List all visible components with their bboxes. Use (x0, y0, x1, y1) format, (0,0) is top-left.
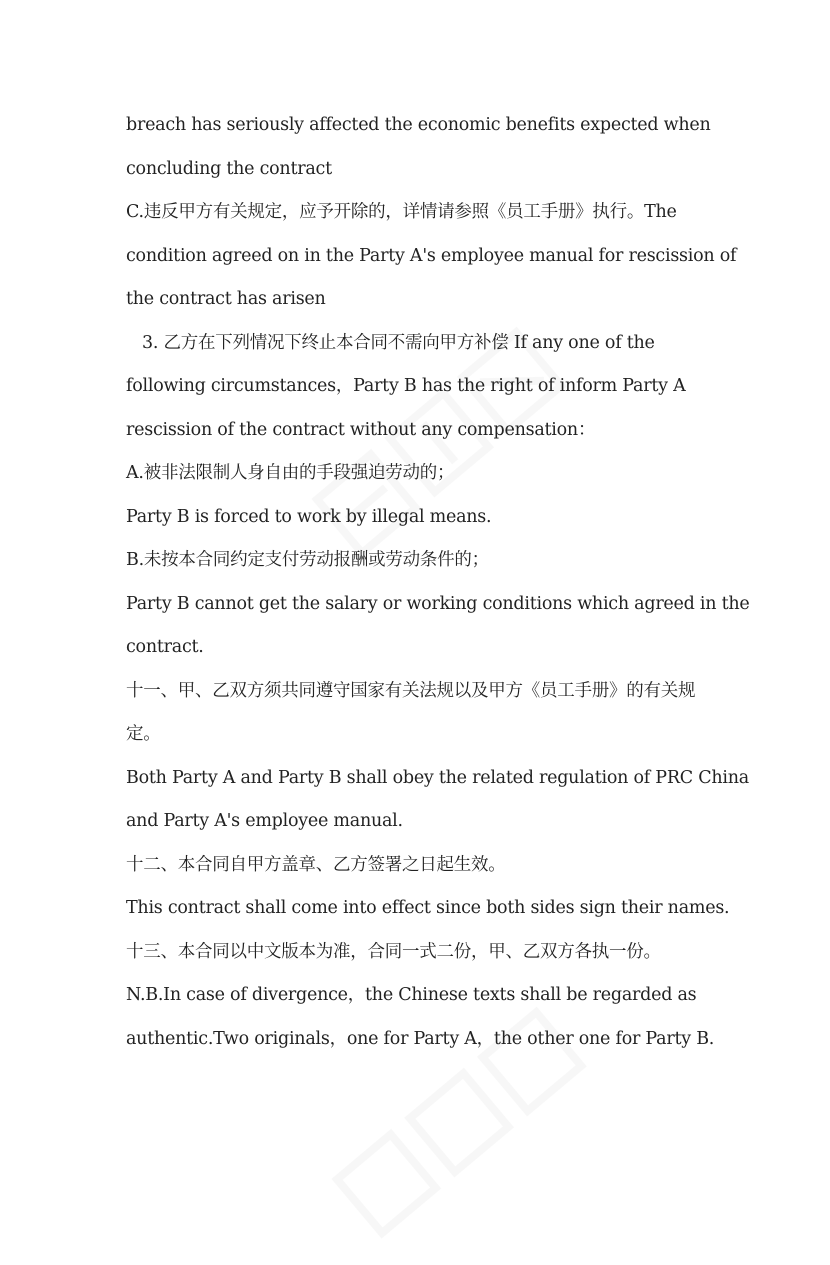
text-line: Both Party A and Party B shall obey the related regulation of PRC China (126, 767, 749, 788)
text-line: following circumstances，Party B has the right of inform Party A (126, 376, 686, 396)
text-line: concluding the contract (126, 158, 332, 179)
text-line: and Party A's employee manual. (126, 811, 403, 831)
text-line: 定。 (126, 724, 161, 744)
text-line: 十一、甲、乙双方须共同遵守国家有关法规以及甲方《员工手册》的有关规 (126, 680, 696, 701)
text-line: breach has seriously affected the economic benefits expected when (126, 115, 711, 135)
text-line: 十二、本合同自甲方盖章、乙方签署之日起生效。 (126, 854, 506, 875)
text-line: condition agreed on in the Party A's employee manual for rescission of (126, 245, 737, 266)
text-line: A.被非法限制人身自由的手段强迫劳动的； (126, 463, 455, 483)
text-line: 十三、本合同以中文版本为准，合同一式二份，甲、乙双方各执一份。 (126, 941, 661, 962)
text-line: B.未按本合同约定支付劳动报酬或劳动条件的； (126, 550, 489, 570)
text-line: the contract has arisen (126, 289, 326, 309)
contract-text (126, 104, 750, 1061)
text-line: rescission of the contract without any compensation： (126, 419, 596, 440)
text-line: Party B cannot get the salary or working conditions which agreed in the (126, 593, 750, 614)
text-line: N.B.In case of divergence，the Chinese texts shall be regarded as (126, 985, 697, 1005)
text-line: Party B is forced to work by illegal means. (126, 506, 492, 527)
text-line: C.违反甲方有关规定，应予开除的，详情请参照《员工手册》执行。The (126, 202, 677, 222)
text-line: authentic.Two originals，one for Party A，the other one for Party B. (126, 1028, 715, 1049)
text-line: This contract shall come into effect since both sides sign their names. (126, 898, 730, 918)
text-line: 3. 乙方在下列情况下终止本合同不需向甲方补偿 If any one of the (142, 332, 655, 353)
text-line: contract. (126, 637, 204, 657)
